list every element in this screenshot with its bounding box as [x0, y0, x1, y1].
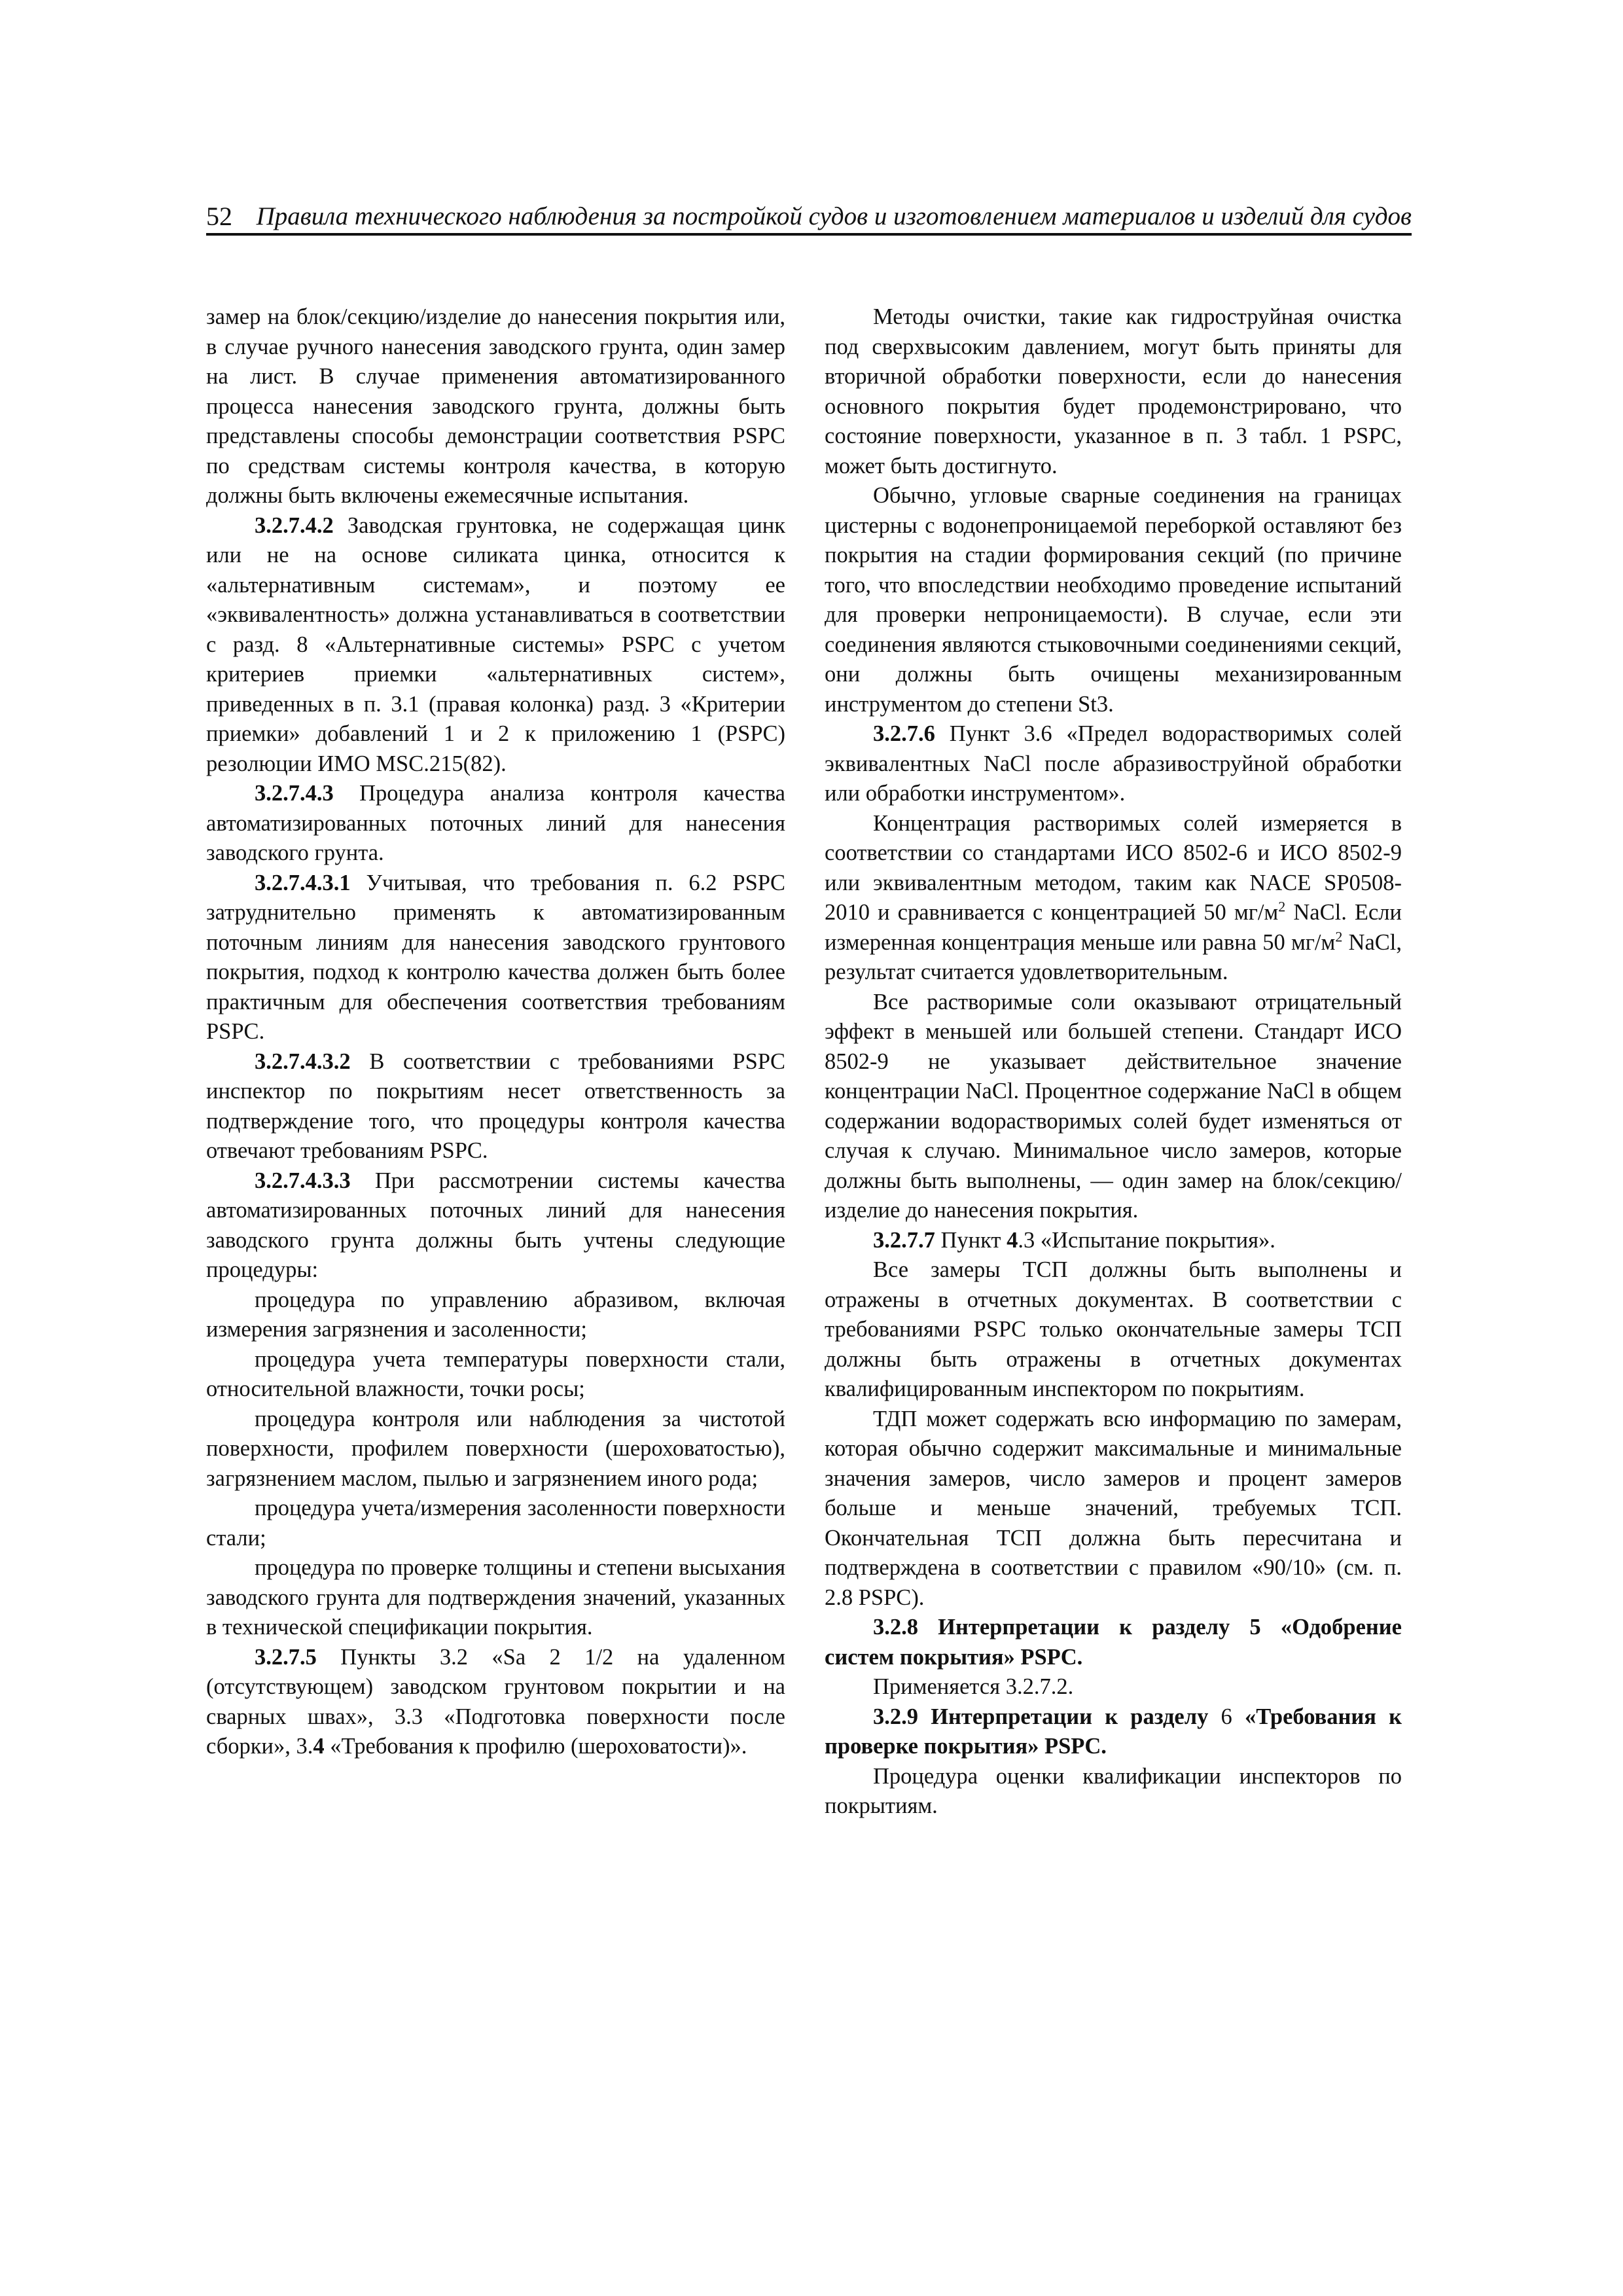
clause-number: 3.2.7.6: [873, 721, 935, 746]
paragraph-text: В соответствии с требованиями PSPC инспектор по покрытиям несет ответственность за подтверждение того, что процедуры контроля качества отвечают требованиям PSPC.: [206, 1049, 785, 1163]
paragraph: Методы очистки, такие как гидроструйная очистка под сверхвысоким давлением, могут быть приняты для вторичной обработки поверхности, если до нанесения основного покрытия будет продемонстрировано, что состояние поверхности, указанное в п. 3 табл. 1 PSPC, может быть достигнуто.: [825, 304, 1402, 478]
paragraph-text: Пункты 3.2 «Sa 2 1/2 на удаленном (отсутствующем) заводском грунтовом покрытии и на сварных швах», 3.3 «Подготовка поверхности после сборки», 3.: [206, 1644, 785, 1759]
heading-text: «Требования к проверке покрытия» PSPC.: [825, 1704, 1402, 1759]
header-rule: [206, 233, 1412, 236]
list-item: процедура учета температуры поверхности стали, относительной влажности, точки росы;: [206, 1346, 785, 1401]
paragraph-text: Концентрация растворимых солей измеряется в соответствии со стандартами ИСО 8502-6 и ИСО 8502-9 или эквивалентным методом, таким как NACE SP0508-2010 и сравнивается с концентрацией 50 мг/м: [825, 810, 1402, 925]
page-number: 52: [206, 202, 232, 231]
paragraph-text: NaCl, результат считается удовлетворительным.: [825, 929, 1402, 984]
paragraph: [825, 719, 1402, 809]
heading-text: 3.2.9 Интерпретации к разделу: [873, 1704, 1221, 1729]
paragraph: [206, 779, 785, 869]
paragraph-text: «Требования к профилю (шероховатости)».: [324, 1734, 747, 1759]
clause-number: 3.2.7.5: [255, 1644, 317, 1670]
paragraph: Процедура оценки квалификации инспекторов по покрытиям.: [825, 1763, 1402, 1818]
clause-number: 3.2.7.4.3: [255, 781, 334, 806]
paragraph-text: .3 «Испытание покрытия».: [1018, 1227, 1275, 1253]
paragraph-text: Пункт 3.6 «Предел водорастворимых солей эквивалентных NaCl после абразивоструйной обработки или обработки инструментом».: [825, 721, 1402, 806]
paragraph-text: NaCl. Если измеренная концентрация меньше или равна 50 мг/м: [825, 900, 1402, 955]
paragraph: [206, 1643, 785, 1762]
heading-digit: 6: [1221, 1704, 1232, 1729]
clause-number: 3.2.7.4.2: [255, 512, 334, 538]
paragraph: ТДП может содержать всю информацию по замерам, которая обычно содержит максимальные и минимальные значения замеров, число замеров и процент замеров больше и меньше значений, требуемых ТСП. Окончательная ТСП должна быть пересчитана и подтверждена в соответствии с правилом «90/10» (см. п. 2.8 PSPC).: [825, 1406, 1402, 1610]
paragraph: Все замеры ТСП должны быть выполнены и отражены в отчетных документах. В соответствии с требованиями PSPC только окончательные замеры ТСП должны быть отражены в отчетных документах квалифицированным инспектором по покрытиям.: [825, 1257, 1402, 1401]
list-item: процедура контроля или наблюдения за чистотой поверхности, профилем поверхности (шероховатостью), загрязнением маслом, пылью и загрязнением иного рода;: [206, 1406, 785, 1491]
left-column: [206, 302, 785, 1762]
running-title: Правила технического наблюдения за постройкой судов и изготовлением материалов и изделий для судов: [256, 202, 1412, 230]
list-item: процедура по проверке толщины и степени высыхания заводского грунта для подтверждения значений, указанных в технической спецификации покрытия.: [206, 1555, 785, 1640]
paragraph-text: При рассмотрении системы качества автоматизированных поточных линий для нанесения заводского грунта должны быть учтены следующие процедуры:: [206, 1168, 785, 1282]
paragraph: [206, 869, 785, 1047]
paragraph-text: Учитывая, что требования п. 6.2 PSPC затруднительно применять к автоматизированным поточным линиям для нанесения заводского грунтового покрытия, подход к контролю качества должен быть более практичным для обеспечения соответствия требованиям PSPC.: [206, 870, 785, 1044]
list-item: процедура по управлению абразивом, включая измерения загрязнения и засоленности;: [206, 1287, 785, 1342]
clause-number: 3.2.7.7: [873, 1227, 935, 1253]
clause-number: 3.2.7.4.3.3: [255, 1168, 351, 1193]
paragraph-text: Пункт: [935, 1227, 1007, 1253]
paragraph: Применяется 3.2.7.2.: [873, 1674, 1074, 1699]
list-item: процедура учета/измерения засоленности поверхности стали;: [206, 1496, 785, 1551]
paragraph: замер на блок/секцию/изделие до нанесения покрытия или, в случае ручного нанесения заводского грунта, один замер на лист. В случае применения автоматизированного процесса нанесения заводского грунта, должны быть представлены способы демонстрации соответствия PSPC по средствам системы контроля качества, в которую должны быть включены ежемесячные испытания.: [206, 304, 785, 508]
superscript: 2: [1335, 928, 1343, 944]
paragraph: [206, 1047, 785, 1166]
bold-digit: 4: [1007, 1227, 1018, 1253]
clause-number: 3.2.7.4.3.1: [255, 870, 351, 895]
paragraph-text: Процедура анализа контроля качества автоматизированных поточных линий для нанесения заводского грунта.: [206, 781, 785, 865]
section-heading: 3.2.8 Интерпретации к разделу 5 «Одобрение систем покрытия» PSPC.: [825, 1615, 1402, 1670]
clause-number: 3.2.7.4.3.2: [255, 1049, 351, 1074]
paragraph: [825, 809, 1402, 988]
paragraph: Все растворимые соли оказывают отрицательный эффект в меньшей или большей степени. Стандарт ИСО 8502-9 не указывает действительное значение концентрации NaCl. Процентное содержание NaCl в общем содержании водорастворимых солей будет изменяться от случая к случаю. Минимальное число замеров, которые должны быть выполнены, — один замер на блок/секцию/изделие до нанесения покрытия.: [825, 989, 1402, 1223]
superscript: 2: [1278, 898, 1286, 915]
paragraph: Обычно, угловые сварные соединения на границах цистерны с водонепроницаемой переборкой оставляют без покрытия на стадии формирования секций (по причине того, что впоследствии необходимо проведение испытаний для проверки непроницаемости). В случае, если эти соединения являются стыковочными соединениями секций, они должны быть очищены механизированным инструментом до степени St3.: [825, 483, 1402, 717]
paragraph-text: Заводская грунтовка, не содержащая цинк или не на основе силиката цинка, относится к «альтернативным системам», и поэтому ее «эквивалентность» должна устанавливаться в соответствии с разд. 8 «Альтернативные системы» PSPC с учетом критериев приемки «альтернативных систем», приведенных в п. 3.1 (правая колонка) разд. 3 «Критерии приемки» добавлений 1 и 2 к приложению 1 (PSPC) резолюции ИМО MSC.215(82).: [206, 512, 785, 776]
section-heading: [825, 1702, 1402, 1762]
right-column: [825, 302, 1402, 1821]
paragraph: [206, 511, 785, 780]
page-header: [206, 202, 1412, 232]
bold-digit: 4: [313, 1734, 325, 1759]
paragraph: [206, 1166, 785, 1285]
paragraph: [825, 1226, 1402, 1256]
